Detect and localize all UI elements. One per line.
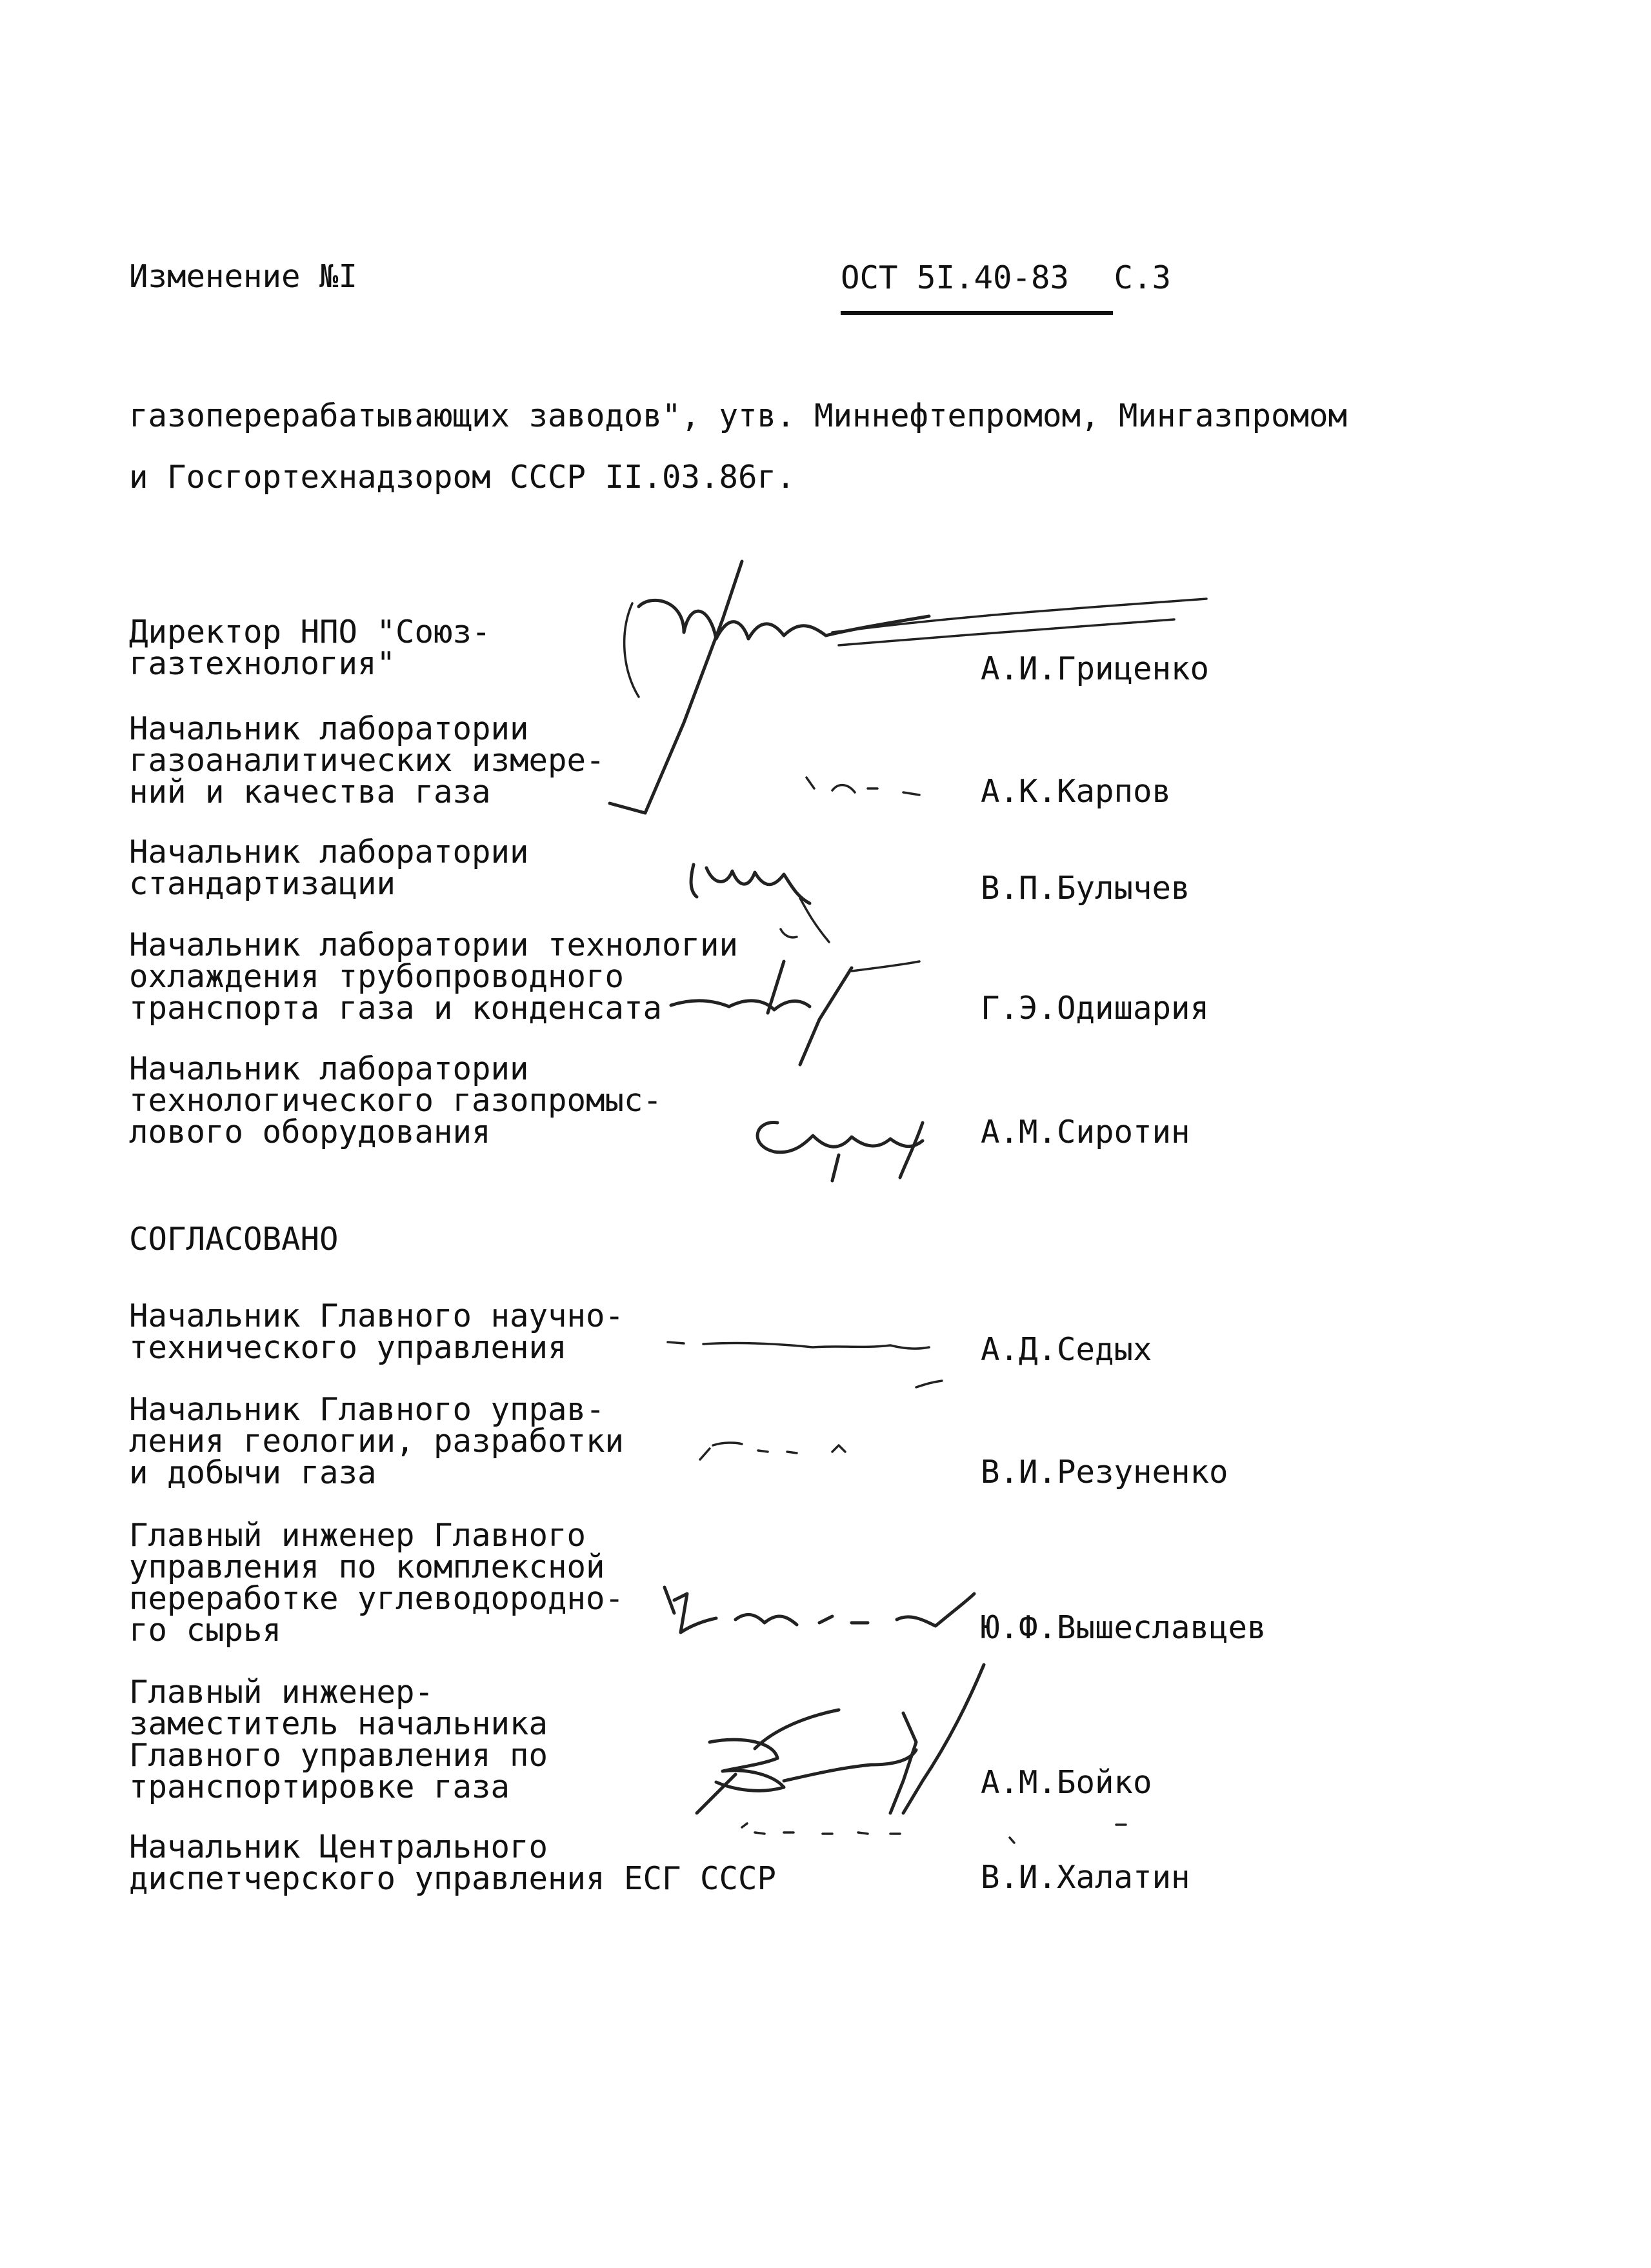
- agreed-heading: СОГЛАСОВАНО: [129, 1221, 339, 1258]
- agreed-title: Главный инженер Главного управления по комплексной переработке углеводородно- го сырья: [129, 1517, 625, 1649]
- signature-sedykh: [668, 1342, 942, 1387]
- standard-number: ОСТ 5I.40-83: [841, 259, 1070, 296]
- signatory-name: А.И.Гриценко: [981, 650, 1210, 687]
- signature-khalatin: [742, 1823, 1126, 1843]
- signature-vysheslavtsev: [665, 1587, 974, 1632]
- intro-line-1: газоперерабатывающих заводов", утв. Миннефтепромом, Мингазпромом: [129, 397, 1348, 434]
- agreed-title: Начальник Главного научно- технического управления: [129, 1298, 625, 1366]
- agreed-name: А.Д.Седых: [981, 1331, 1152, 1368]
- signatory-name: А.М.Сиротин: [981, 1114, 1190, 1150]
- signatory-title: Начальник лаборатории газоаналитических измере- ний и качества газа: [129, 710, 605, 810]
- signatory-name: Г.Э.Одишария: [981, 990, 1210, 1027]
- signature-boyko: [697, 1665, 984, 1813]
- agreed-title: Начальник Главного управ- ления геологии, разработки и добычи газа: [129, 1391, 625, 1491]
- page-number: С.3: [1114, 259, 1172, 296]
- signatory-title: Начальник лаборатории стандартизации: [129, 834, 529, 902]
- signatory-name: А.К.Карпов: [981, 773, 1172, 810]
- signature-rezunenko: [700, 1443, 845, 1460]
- agreed-name: В.И.Халатин: [981, 1859, 1190, 1896]
- agreed-title: Начальник Центрального диспетчерского управления ЕСГ СССР: [129, 1829, 777, 1897]
- agreed-name: В.И.Резуненко: [981, 1454, 1228, 1490]
- signature-sirotin: [757, 1123, 923, 1181]
- agreed-name: А.М.Бойко: [981, 1764, 1152, 1801]
- signatory-name: В.П.Булычев: [981, 870, 1190, 907]
- signature-karpov: [806, 778, 919, 795]
- header-underline: [841, 311, 1113, 315]
- signatory-title: Начальник лаборатории технологии охлаждения трубопроводного транспорта газа и конденсата: [129, 927, 739, 1027]
- agreed-title: Главный инженер- заместитель начальника Главного управления по транспортировке газа: [129, 1674, 548, 1805]
- signatory-title: Начальник лаборатории технологического газопромыс- лового оборудования: [129, 1050, 663, 1150]
- intro-line-2: и Госгортехнадзором СССР II.03.86г.: [129, 459, 795, 496]
- signatory-title: Директор НПО "Союз- газтехнология": [129, 614, 491, 682]
- agreed-name: Ю.Ф.Вышеславцев: [981, 1609, 1266, 1646]
- document-reference: [841, 259, 1171, 296]
- amendment-label: Изменение №I: [129, 258, 358, 295]
